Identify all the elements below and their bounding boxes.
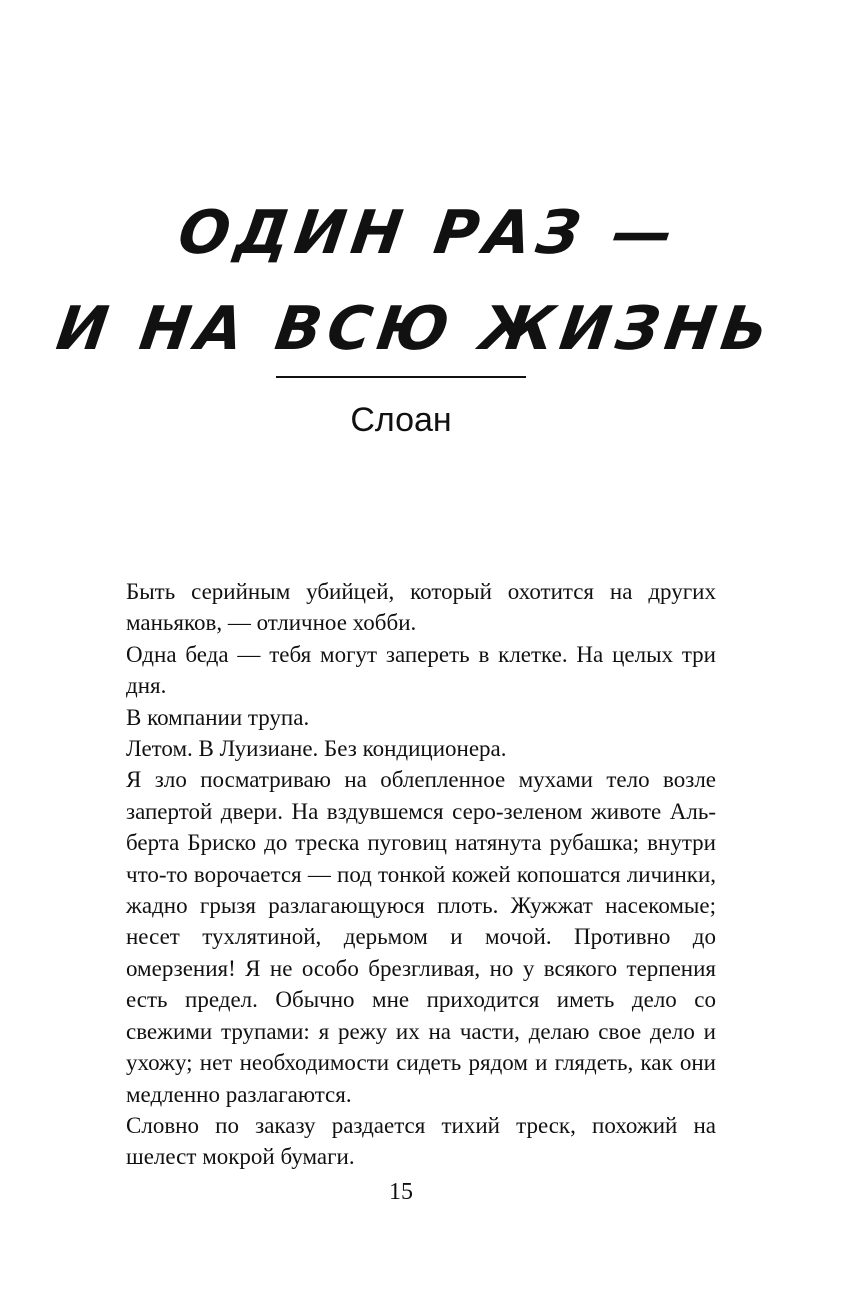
body-text xyxy=(126,576,716,1173)
narrator-name: Слоан xyxy=(350,401,452,439)
chapter-title-line-2: И НА ВСЮ ЖИЗНЬ xyxy=(52,294,779,364)
paragraph: Одна беда — тебя могут запереть в клетке. На целых три дня. xyxy=(126,641,716,699)
chapter-title-line-1: ОДИН РАЗ — xyxy=(173,198,684,268)
paragraph: Словно по заказу раздается тихий треск, похожий на шелест мокрой бумаги. xyxy=(126,1112,716,1170)
paragraph: В компании трупа. xyxy=(126,704,310,730)
title-divider xyxy=(276,376,526,378)
page-number: 15 xyxy=(389,1179,413,1205)
paragraph: Летом. В Луизиане. Без кондиционера. xyxy=(126,736,507,762)
paragraph: Быть серийным убийцей, который охотится на других маньяков, — отличное хобби. xyxy=(126,579,716,636)
chapter-title xyxy=(0,185,844,377)
paragraph: Я зло посматриваю на облепленное мухами тело возле запертой двери. На вздувшемся серо-зеленом животе Альберта Бриско до треска пуговиц натянута рубашка; внутри что-то ворочается — под тонкой кожей копошатся личинки, жадно грызя разлагающуюся плоть. Жужжат насекомые; несет тухлятиной, дерьмом и мочой. Противно до омерзения! Я не особо брезгливая, но у всякого терпения есть предел. Обычно мне приходится иметь дело со свежими трупами: я режу их на части, делаю свое дело и ухожу; нет необходимости сидеть рядом и глядеть, как они медленно разлагаются. xyxy=(126,767,716,1107)
